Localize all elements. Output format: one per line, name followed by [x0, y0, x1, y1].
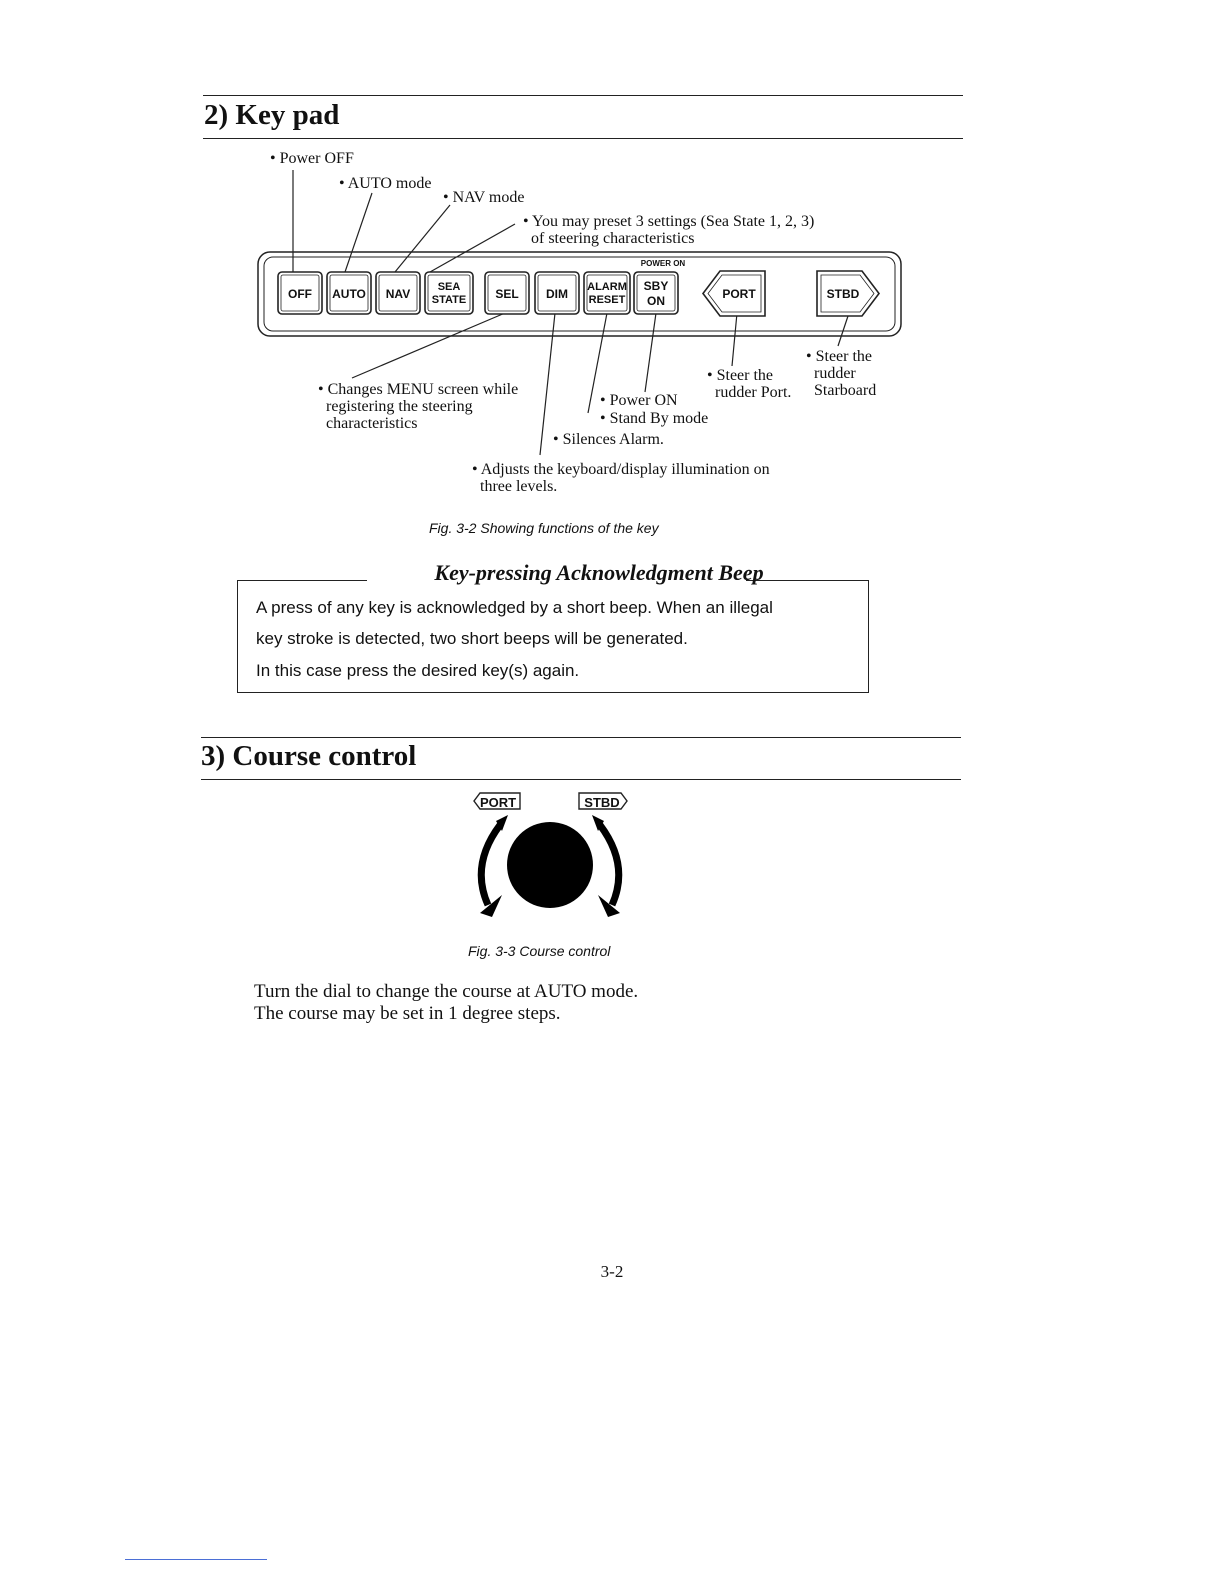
alarm-reset-key[interactable]: [584, 272, 630, 314]
on-key-label: ON: [647, 294, 665, 308]
course-dial-knob[interactable]: [507, 822, 593, 908]
course-heading-underline-rule: [201, 779, 961, 780]
note-steer-port: • Steer the rudder Port.: [707, 367, 792, 401]
nav-key-label: NAV: [385, 287, 411, 301]
course-text-line-1: Turn the dial to change the course at AUTO mode.: [254, 981, 639, 1002]
note-preset: • You may preset 3 settings (Sea State 1, 2, 3) of steering characteristics: [523, 213, 815, 247]
section-heading-keypad: 2) Key pad: [204, 99, 340, 131]
note-power-on: • Power ON: [600, 392, 678, 409]
beep-line-2: key stroke is detected, two short beeps will be generated.: [256, 629, 688, 648]
dim-key-label: DIM: [546, 287, 568, 301]
course-text-line-2: The course may be set in 1 degree steps.: [254, 1003, 561, 1024]
beep-box-title: Key-pressing Acknowledgment Beep: [434, 560, 764, 585]
note-power-off: • Power OFF: [270, 150, 354, 167]
beep-line-3: In this case press the desired key(s) again.: [256, 661, 580, 680]
course-dial-figure: [440, 785, 660, 935]
footnote-rule: [125, 1559, 267, 1560]
note-auto-mode: • AUTO mode: [339, 175, 432, 192]
section-heading-course: 3) Course control: [201, 740, 417, 772]
reset-key-label: RESET: [588, 294, 626, 306]
dial-stbd-label: STBD: [584, 795, 620, 810]
note-standby: • Stand By mode: [600, 410, 709, 427]
alarm-key-label: ALARM: [587, 281, 627, 293]
sel-key-label: SEL: [495, 287, 519, 301]
sea-key-label: SEA: [437, 281, 461, 293]
course-top-rule: [201, 737, 961, 738]
stbd-key-label: STBD: [826, 287, 860, 301]
off-key-label: OFF: [288, 287, 312, 301]
sea-state-key[interactable]: [425, 272, 473, 314]
port-key-label: PORT: [722, 287, 756, 301]
note-steer-stbd: • Steer the rudder Starboard: [806, 348, 877, 399]
note-changes-menu: • Changes MENU screen while registering the steering characteristics: [318, 381, 519, 432]
beep-line-1: A press of any key is acknowledged by a short beep. When an illegal: [256, 598, 773, 617]
fig-keypad-caption: Fig. 3-2 Showing functions of the key: [429, 520, 659, 536]
fig-course-caption: Fig. 3-3 Course control: [468, 943, 611, 959]
page-number: 3-2: [600, 1262, 624, 1281]
sby-key-label: SBY: [643, 279, 669, 293]
note-silences: • Silences Alarm.: [553, 431, 664, 448]
power-on-label: POWER ON: [640, 259, 686, 268]
note-adjusts: • Adjusts the keyboard/display illumination on three levels.: [472, 461, 770, 495]
state-key-label: STATE: [431, 294, 467, 306]
stbd-rotation-arrow-icon: [600, 825, 619, 905]
note-nav-mode: • NAV mode: [443, 189, 525, 206]
dial-port-label: PORT: [479, 795, 517, 810]
keypad-diagram: [0, 0, 1224, 520]
port-rotation-arrow-icon: [481, 825, 500, 905]
auto-key-label: AUTO: [332, 287, 366, 301]
